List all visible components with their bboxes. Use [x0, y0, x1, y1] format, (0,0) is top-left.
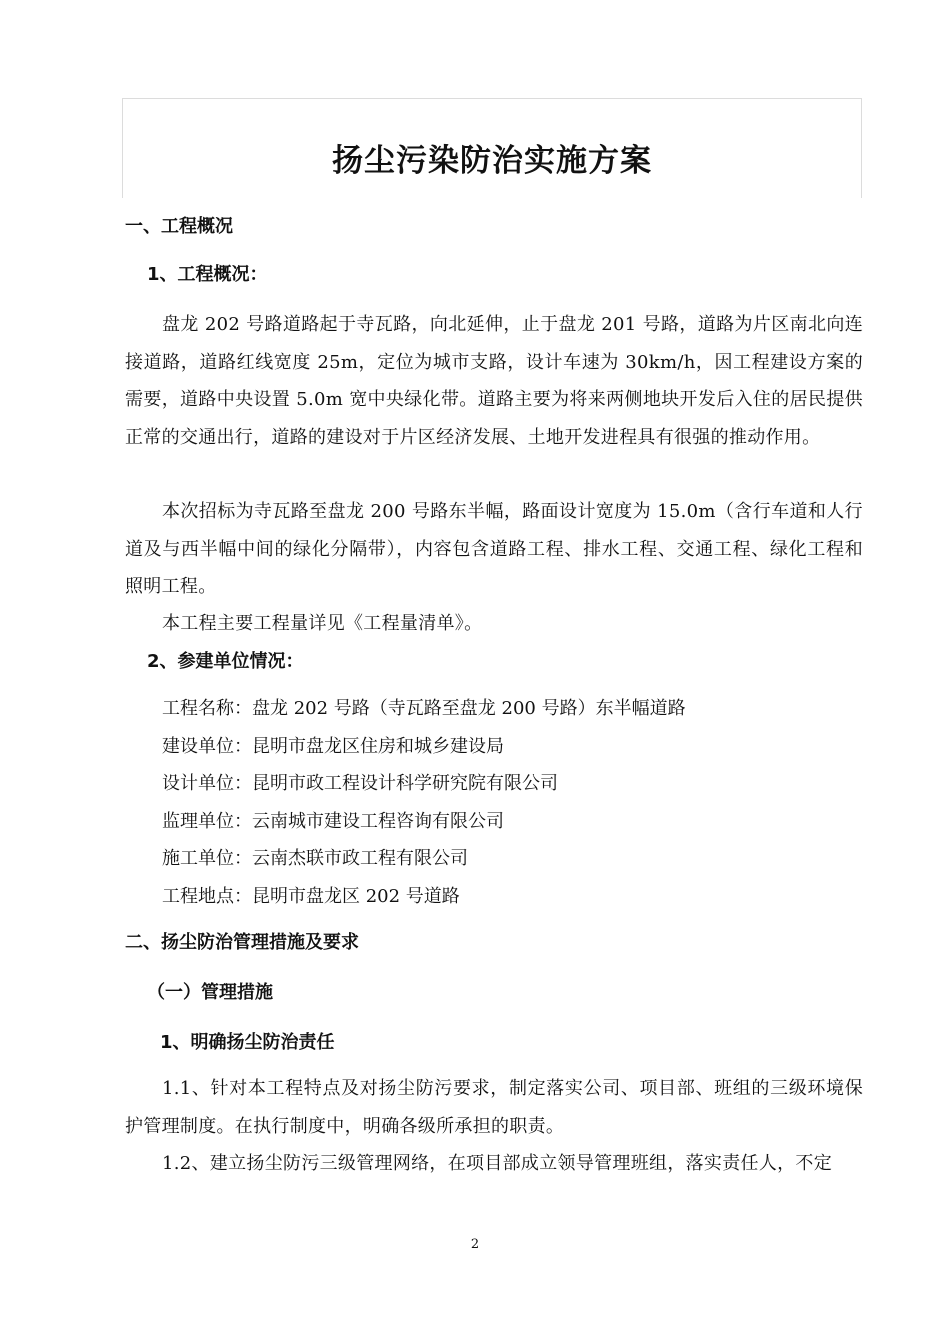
paragraph-bid-scope: 本次招标为寺瓦路至盘龙 200 号路东半幅，路面设计宽度为 15.0m（含行车道和人行道及与西半幅中间的绿化分隔带），内容包含道路工程、排水工程、交通工程、绿化工程和照明工程。 [125, 501, 863, 597]
section-1-heading: 一、工程概况 [125, 216, 233, 237]
paragraph-1-2: 1.2、建立扬尘防污三级管理网络，在项目部成立领导管理班组，落实责任人，不定 [162, 1153, 833, 1174]
page-number: 2 [470, 1237, 480, 1252]
unit-location: 工程地点：昆明市盘龙区 202 号道路 [162, 886, 460, 907]
document-title: 扬尘污染防治实施方案 [332, 143, 652, 179]
subsection-management-heading: （一）管理措施 [147, 982, 273, 1003]
unit-designer: 设计单位：昆明市政工程设计科学研究院有限公司 [162, 773, 558, 794]
paragraph-quantities: 本工程主要工程量详见《工程量清单》。 [162, 613, 483, 634]
unit-owner: 建设单位：昆明市盘龙区住房和城乡建设局 [162, 736, 504, 757]
paragraph-overview: 盘龙 202 号路道路起于寺瓦路，向北延伸，止于盘龙 201 号路，道路为片区南北向连接道路，道路红线宽度 25m，定位为城市支路，设计车速为 30km/h，因工程建设方案的需要，道路中央设置 5.0m 宽中央绿化带。道路主要为将来两侧地块开发后入住的居民提供正常的交通出行，道路的建设对于片区经济发展、土地开发进程具有很强的推动作用。 [125, 314, 863, 448]
subsection-2-heading: 2、参建单位情况： [147, 651, 304, 672]
subsection-1-heading: 1、工程概况： [147, 264, 268, 285]
item-responsibility-heading: 1、明确扬尘防治责任 [160, 1032, 335, 1053]
section-2-heading: 二、扬尘防治管理措施及要求 [125, 932, 359, 953]
unit-supervisor: 监理单位：云南城市建设工程咨询有限公司 [162, 811, 504, 832]
unit-project-name: 工程名称：盘龙 202 号路（寺瓦路至盘龙 200 号路）东半幅道路 [162, 698, 686, 719]
paragraph-1-1: 1.1、针对本工程特点及对扬尘防污要求，制定落实公司、项目部、班组的三级环境保护管理制度。在执行制度中，明确各级所承担的职责。 [125, 1078, 863, 1137]
title-box [122, 98, 862, 198]
unit-contractor: 施工单位：云南杰联市政工程有限公司 [162, 848, 468, 869]
